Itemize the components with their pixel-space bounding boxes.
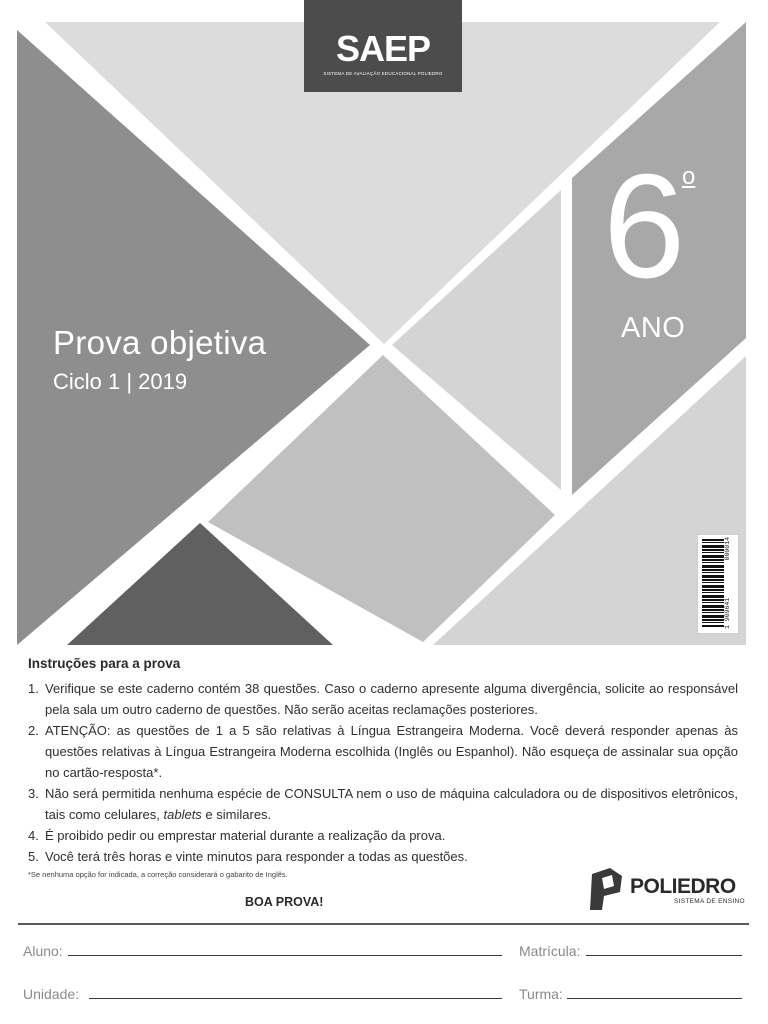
barcode-right-code: 000014: [724, 537, 731, 561]
instruction-text-italic: tablets: [163, 807, 202, 822]
instruction-number: 1.: [28, 681, 39, 696]
barcode-left-code: 1 909641: [724, 597, 731, 629]
instruction-text: ATENÇÃO: as questões de 1 a 5 são relativas à Língua Estrangeira Moderna. Você deverá responder apenas às questões relativas à Língua Estrangeira Moderna escolhida (Inglês ou Espanhol). Não esqueça de assinalar sua opção no cartão-resposta*.: [45, 723, 738, 780]
class-input[interactable]: [567, 998, 742, 999]
instruction-item: [28, 825, 738, 846]
student-input[interactable]: [68, 955, 502, 956]
instruction-item: [28, 783, 738, 825]
section-divider: [18, 923, 749, 925]
instruction-text-part: Não será permitida nenhuma espécie de CONSULTA nem o uso de máquina calculadora ou de dispositivos eletrônicos, tais como celulares,: [45, 786, 738, 822]
grade-number: 6: [603, 144, 686, 309]
unit-label: Unidade:: [23, 986, 80, 1002]
poliedro-p-icon: [588, 866, 624, 912]
exam-title: Prova objetiva: [53, 324, 267, 361]
instruction-text: [45, 786, 738, 822]
grade-label: ANO: [621, 312, 686, 344]
instruction-text: É proibido pedir ou emprestar material durante a realização da prova.: [45, 828, 446, 843]
grade-ordinal: o: [682, 163, 696, 190]
exam-cycle: Ciclo 1 | 2019: [53, 369, 188, 394]
instructions-heading: Instruções para a prova: [28, 656, 181, 671]
barcode: [697, 534, 739, 634]
barcode-text: [722, 537, 734, 629]
instructions-list: [28, 678, 738, 867]
instruction-text-part: e similares.: [201, 807, 272, 822]
registration-label: Matrícula:: [519, 943, 581, 959]
instruction-number: 3.: [28, 786, 39, 801]
poliedro-name: POLIEDRO: [630, 875, 736, 898]
instruction-item: [28, 678, 738, 720]
instruction-number: 2.: [28, 723, 39, 738]
instruction-number: 4.: [28, 828, 39, 843]
instruction-text: Você terá três horas e vinte minutos para responder a todas as questões.: [45, 849, 468, 864]
class-label: Turma:: [519, 986, 563, 1002]
instructions-footnote: *Se nenhuma opção for indicada, a correção considerará o gabarito de Inglês.: [28, 870, 288, 879]
instruction-item: [28, 720, 738, 783]
saep-logo-subtitle: SISTEMA DE AVALIAÇÃO EDUCACIONAL POLIEDRO: [323, 71, 443, 76]
student-label: Aluno:: [23, 943, 63, 959]
poliedro-logo: [588, 866, 748, 912]
registration-input[interactable]: [586, 955, 742, 956]
barcode-bars: [702, 539, 724, 627]
saep-logo: [304, 0, 462, 92]
instruction-item: [28, 846, 738, 867]
closing-message: BOA PROVA!: [245, 895, 324, 909]
instruction-text: Verifique se este caderno contém 38 questões. Caso o caderno apresente alguma divergência, solicite ao responsável pela sala um outro caderno de questões. Não serão aceitas reclamações posteriores.: [45, 681, 738, 717]
instruction-number: 5.: [28, 849, 39, 864]
poliedro-tagline: SISTEMA DE ENSINO: [674, 898, 745, 905]
unit-input[interactable]: [89, 998, 502, 999]
saep-logo-text: SAEP: [335, 28, 431, 69]
